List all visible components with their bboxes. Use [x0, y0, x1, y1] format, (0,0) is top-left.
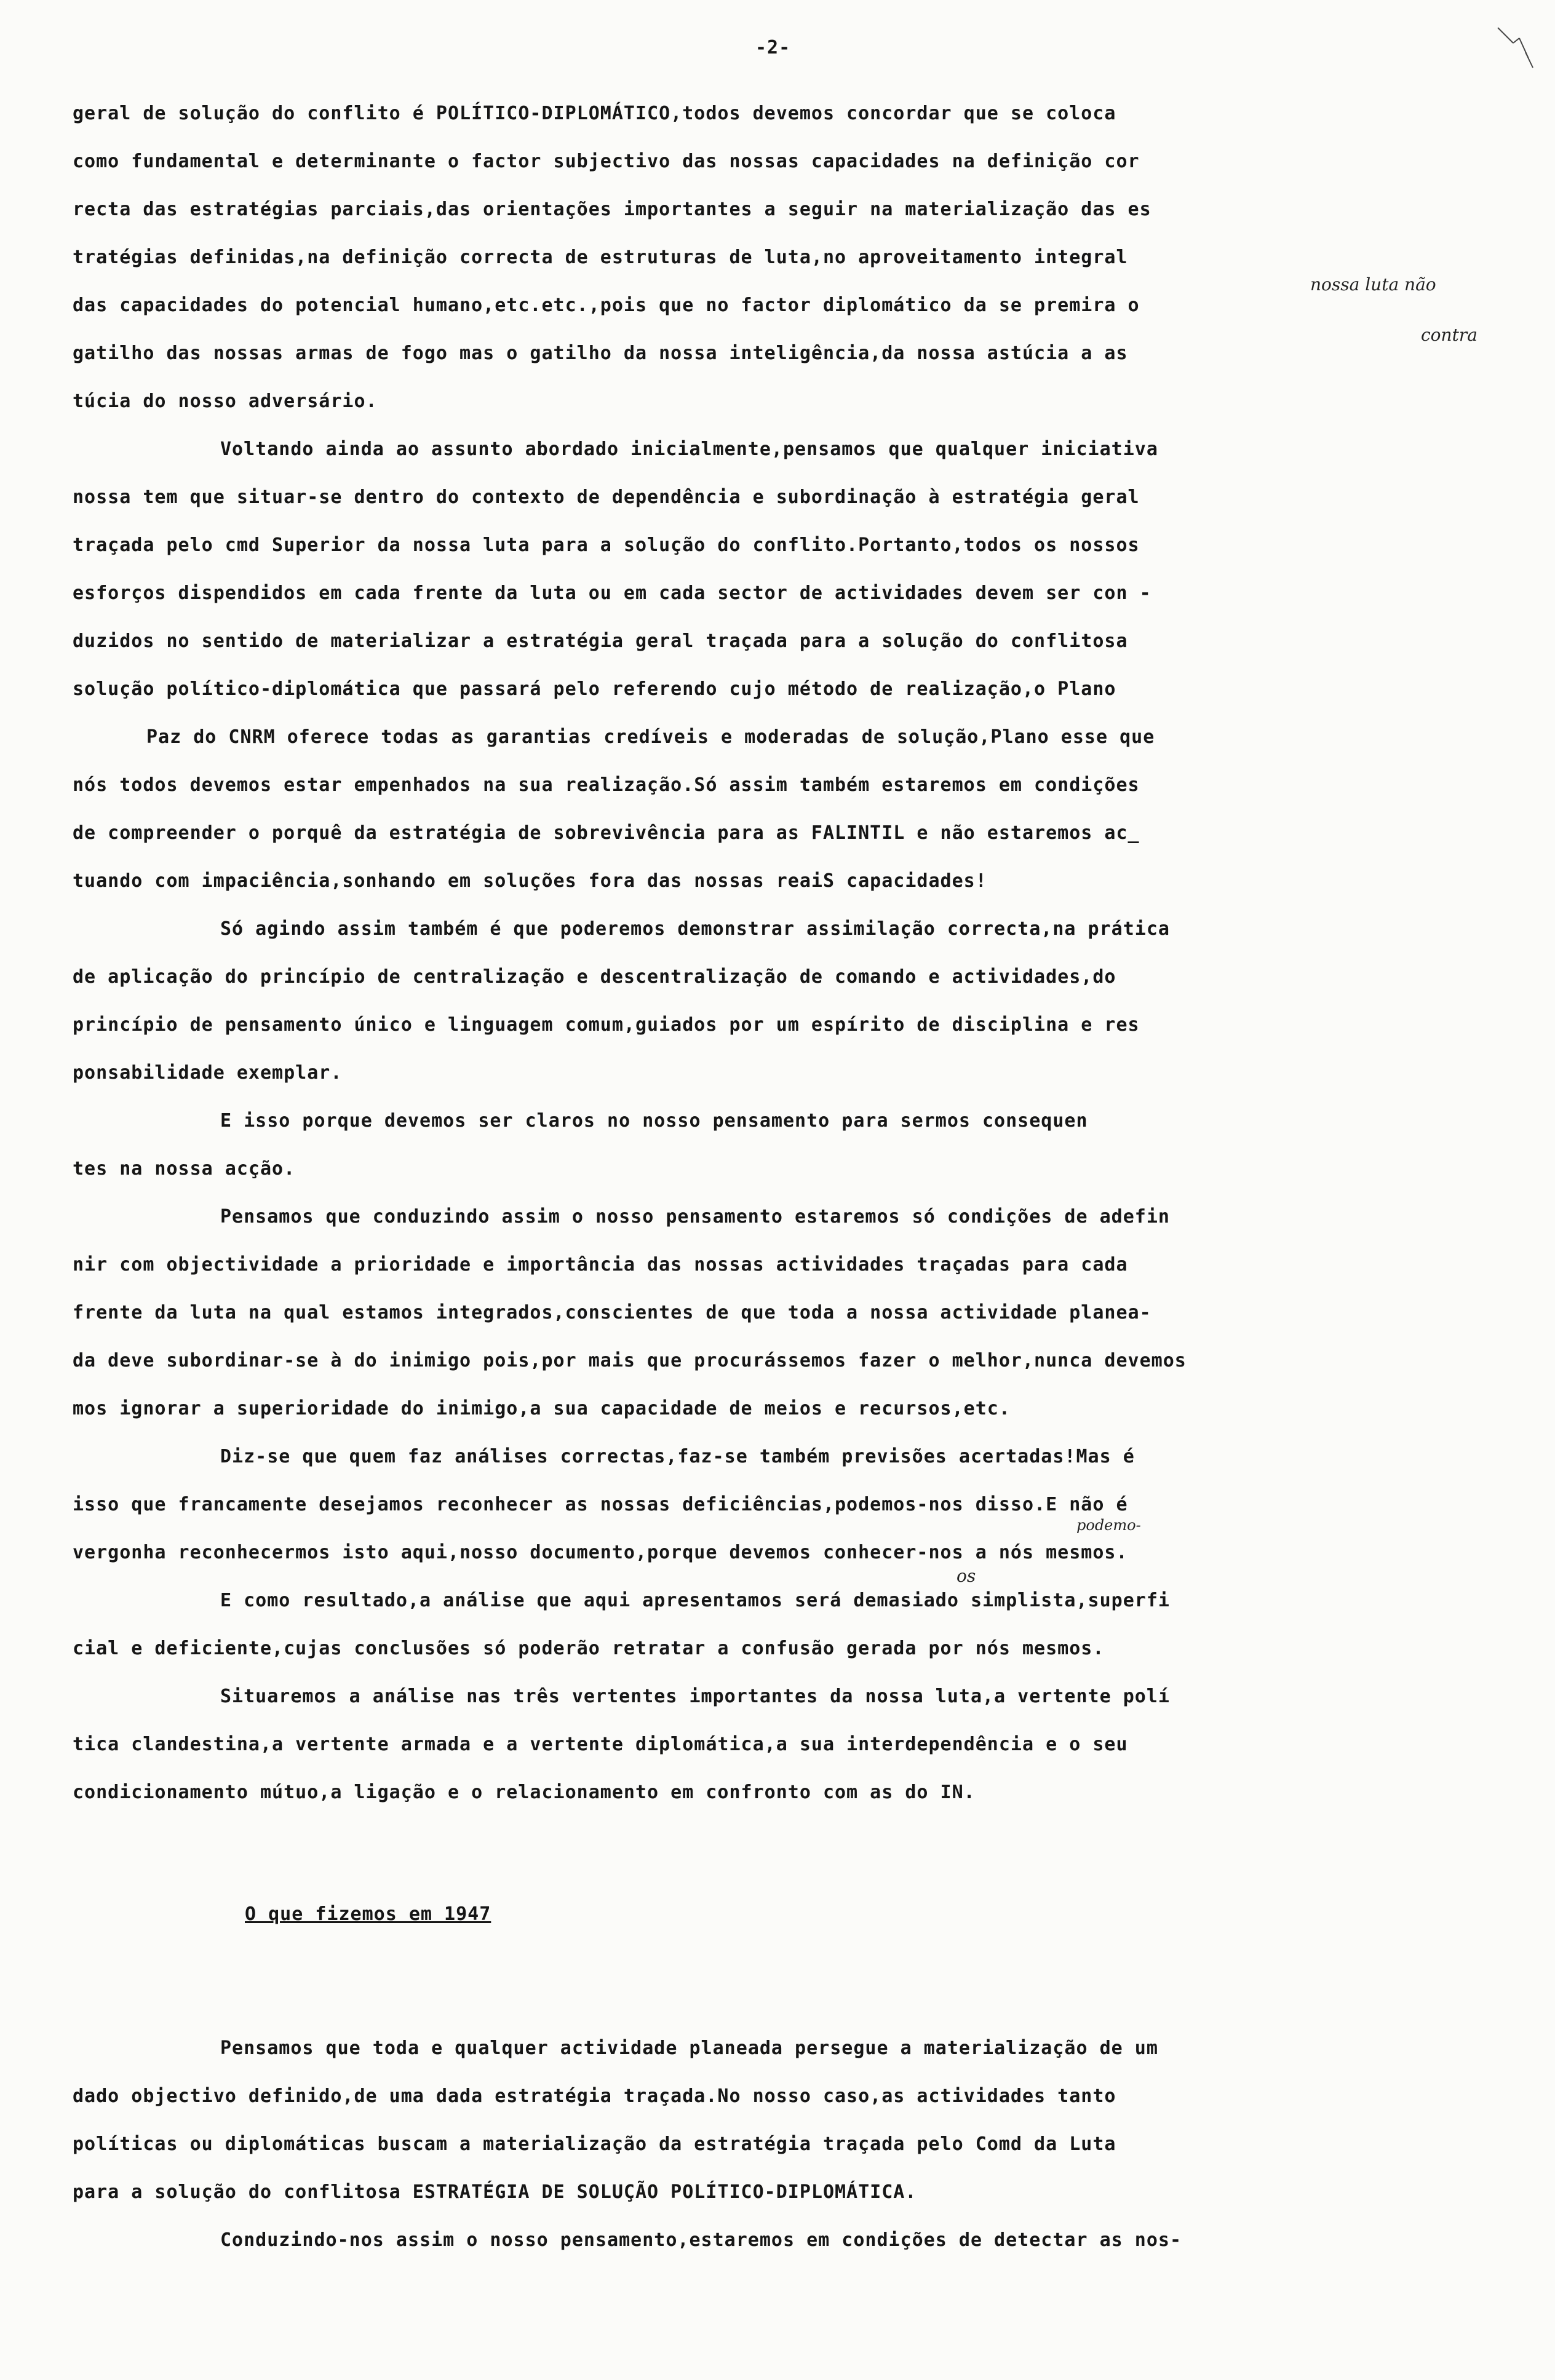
text-line: gatilho das nossas armas de fogo mas o gatilho da nossa inteligência,da nossa astúcia a as: [73, 343, 1128, 364]
text-line: frente da luta na qual estamos integrados,conscientes de que toda a nossa actividade planea-: [73, 1302, 1151, 1323]
text-line: geral de solução do conflito é POLÍTICO-DIPLOMÁTICO,todos devemos concordar que se coloca: [73, 103, 1116, 124]
page-number: -2-: [755, 37, 791, 58]
text-line: Conduzindo-nos assim o nosso pensamento,estaremos em condições de detectar as nos-: [220, 2229, 1182, 2251]
text-line: tuando com impaciência,sonhando em soluções fora das nossas reaiS capacidades!: [73, 870, 987, 892]
text-line: Situaremos a análise nas três vertentes importantes da nossa luta,a vertente polí: [220, 1686, 1170, 1707]
text-line: de aplicação do princípio de centralização e descentralização de comando e actividades,do: [73, 966, 1116, 988]
text-line: esforços dispendidos em cada frente da luta ou em cada sector de actividades devem ser con -: [73, 582, 1151, 604]
text-line: E isso porque devemos ser claros no nosso pensamento para sermos consequen: [220, 1110, 1088, 1132]
text-line: condicionamento mútuo,a ligação e o relacionamento em confronto com as do IN.: [73, 1782, 976, 1803]
section-heading: O que fizemos em 1947: [245, 1903, 491, 1925]
text-line: Voltando ainda ao assunto abordado inicialmente,pensamos que qualquer iniciativa: [220, 438, 1158, 460]
scan-corner-mark: [1495, 25, 1538, 74]
text-line: tratégias definidas,na definição correcta de estruturas de luta,no aproveitamento integral: [73, 247, 1128, 268]
text-line: nós todos devemos estar empenhados na sua realização.Só assim também estaremos em condições: [73, 774, 1140, 796]
text-line: Só agindo assim também é que poderemos demonstrar assimilação correcta,na prática: [220, 918, 1170, 940]
text-line: da deve subordinar-se à do inimigo pois,por mais que procurássemos fazer o melhor,nunca devemos: [73, 1350, 1187, 1371]
text-line: tes na nossa acção.: [73, 1158, 296, 1180]
text-line: nir com objectividade a prioridade e importância das nossas actividades traçadas para cada: [73, 1254, 1128, 1275]
text-line: políticas ou diplomáticas buscam a materialização da estratégia traçada pelo Comd da Luta: [73, 2133, 1116, 2155]
text-line: túcia do nosso adversário.: [73, 391, 378, 412]
text-line: nossa tem que situar-se dentro do contexto de dependência e subordinação à estratégia geral: [73, 486, 1140, 508]
handwritten-annotation: podemo-: [1076, 1517, 1141, 1534]
text-line: Pensamos que toda e qualquer actividade planeada persegue a materialização de um: [220, 2037, 1158, 2059]
text-line: ponsabilidade exemplar.: [73, 1062, 343, 1084]
text-line: Pensamos que conduzindo assim o nosso pensamento estaremos só condições de adefin: [220, 1206, 1170, 1228]
text-line: solução político-diplomática que passará pelo referendo cujo método de realização,o Plano: [73, 678, 1116, 700]
text-line: mos ignorar a superioridade do inimigo,a sua capacidade de meios e recursos,etc.: [73, 1398, 1011, 1419]
document-body: [73, 90, 1475, 2264]
text-line: Paz do CNRM oferece todas as garantias credíveis e moderadas de solução,Plano esse que: [146, 726, 1155, 748]
text-line: recta das estratégias parciais,das orientações importantes a seguir na materialização das es: [73, 199, 1151, 220]
handwritten-annotation: nossa luta não: [1310, 274, 1436, 295]
text-line: traçada pelo cmd Superior da nossa luta para a solução do conflito.Portanto,todos os nossos: [73, 534, 1140, 556]
text-line: E como resultado,a análise que aqui apresentamos será demasiado simplista,superfi: [220, 1590, 1170, 1611]
text-line: tica clandestina,a vertente armada e a vertente diplomática,a sua interdependência e o seu: [73, 1734, 1128, 1755]
text-line: dado objectivo definido,de uma dada estratégia traçada.No nosso caso,as actividades tanto: [73, 2085, 1116, 2107]
text-line: das capacidades do potencial humano,etc.etc.,pois que no factor diplomático da se premira o: [73, 295, 1140, 316]
text-line: isso que francamente desejamos reconhecer as nossas deficiências,podemos-nos disso.E não é: [73, 1494, 1128, 1515]
text-line: Diz-se que quem faz análises correctas,faz-se também previsões acertadas!Mas é: [220, 1446, 1135, 1467]
text-line: como fundamental e determinante o factor subjectivo das nossas capacidades na definição cor: [73, 151, 1140, 172]
text-line: vergonha reconhecermos isto aqui,nosso documento,porque devemos conhecer-nos a nós mesmos.: [73, 1542, 1128, 1563]
handwritten-annotation: contra: [1421, 325, 1477, 345]
text-line: cial e deficiente,cujas conclusões só poderão retratar a confusão gerada por nós mesmos.: [73, 1638, 1105, 1659]
handwritten-annotation: os: [956, 1566, 976, 1586]
text-line: princípio de pensamento único e linguagem comum,guiados por um espírito de disciplina e res: [73, 1014, 1140, 1036]
text-line: de compreender o porquê da estratégia de sobrevivência para as FALINTIL e não estaremos ac_: [73, 822, 1140, 844]
text-line: para a solução do conflitosa ESTRATÉGIA DE SOLUÇÃO POLÍTICO-DIPLOMÁTICA.: [73, 2181, 917, 2203]
text-line: duzidos no sentido de materializar a estratégia geral traçada para a solução do conflitosa: [73, 630, 1128, 652]
